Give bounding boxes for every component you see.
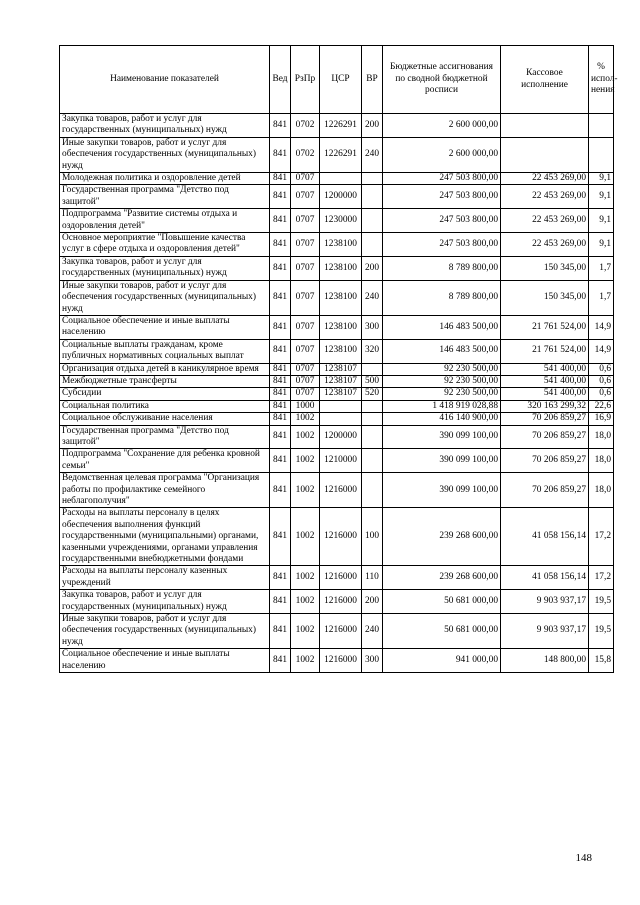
cell-rzpr: 1002 bbox=[291, 425, 320, 449]
cell-budget: 1 418 919 028,88 bbox=[383, 400, 501, 412]
cell-rzpr: 0707 bbox=[291, 209, 320, 233]
cell-name: Субсидии bbox=[60, 388, 270, 400]
cell-csr: 1216000 bbox=[320, 590, 362, 614]
cell-csr: 1216000 bbox=[320, 649, 362, 673]
page-number: 148 bbox=[575, 852, 592, 864]
cell-name: Закупка товаров, работ и услуг для государственных (муниципальных) нужд bbox=[60, 256, 270, 280]
cell-rzpr: 0707 bbox=[291, 233, 320, 257]
cell-budget: 2 600 000,00 bbox=[383, 114, 501, 138]
cell-name: Подпрограмма "Развитие системы отдыха и оздоровления детей" bbox=[60, 209, 270, 233]
cell-csr: 1238107 bbox=[320, 375, 362, 387]
cell-ved: 841 bbox=[270, 256, 291, 280]
cell-ved: 841 bbox=[270, 363, 291, 375]
cell-csr: 1238100 bbox=[320, 315, 362, 339]
table-row bbox=[60, 173, 614, 185]
cell-cash: 41 058 156,14 bbox=[501, 566, 589, 590]
cell-pct: 1,7 bbox=[589, 280, 614, 315]
cell-budget: 239 268 600,00 bbox=[383, 508, 501, 566]
cell-pct: 16,9 bbox=[589, 413, 614, 425]
cell-budget: 239 268 600,00 bbox=[383, 566, 501, 590]
cell-pct: 17,2 bbox=[589, 566, 614, 590]
cell-budget: 146 483 500,00 bbox=[383, 339, 501, 363]
cell-vr: 200 bbox=[362, 256, 383, 280]
cell-name: Государственная программа "Детство под защитой" bbox=[60, 185, 270, 209]
cell-vr bbox=[362, 233, 383, 257]
cell-ved: 841 bbox=[270, 315, 291, 339]
cell-ved: 841 bbox=[270, 508, 291, 566]
table-row bbox=[60, 233, 614, 257]
table-row bbox=[60, 473, 614, 508]
cell-vr: 520 bbox=[362, 388, 383, 400]
budget-table bbox=[59, 45, 618, 673]
cell-cash bbox=[501, 114, 589, 138]
cell-cash: 541 400,00 bbox=[501, 388, 589, 400]
cell-rzpr: 1002 bbox=[291, 614, 320, 649]
table-row bbox=[60, 185, 614, 209]
cell-csr: 1210000 bbox=[320, 449, 362, 473]
table-row bbox=[60, 209, 614, 233]
cell-pct: 9,1 bbox=[589, 173, 614, 185]
cell-vr bbox=[362, 473, 383, 508]
cell-budget: 247 503 800,00 bbox=[383, 185, 501, 209]
cell-pct: 0,6 bbox=[589, 388, 614, 400]
cell-ved: 841 bbox=[270, 449, 291, 473]
cell-ved: 841 bbox=[270, 413, 291, 425]
cell-budget: 247 503 800,00 bbox=[383, 233, 501, 257]
header-budget: Бюджетные ассигнования по сводной бюджетной росписи bbox=[383, 46, 501, 114]
table-row bbox=[60, 363, 614, 375]
cell-rzpr: 1002 bbox=[291, 590, 320, 614]
cell-ved: 841 bbox=[270, 209, 291, 233]
cell-ved: 841 bbox=[270, 280, 291, 315]
cell-ved: 841 bbox=[270, 185, 291, 209]
cell-name: Иные закупки товаров, работ и услуг для обеспечения государственных (муниципальных) нужд bbox=[60, 614, 270, 649]
cell-csr: 1226291 bbox=[320, 114, 362, 138]
cell-ved: 841 bbox=[270, 233, 291, 257]
cell-name: Основное мероприятие "Повышение качества услуг в сфере отдыха и оздоровления детей" bbox=[60, 233, 270, 257]
cell-budget: 92 230 500,00 bbox=[383, 388, 501, 400]
header-cash: Кассовое исполнение bbox=[501, 46, 589, 114]
cell-ved: 841 bbox=[270, 114, 291, 138]
cell-csr: 1216000 bbox=[320, 614, 362, 649]
cell-ved: 841 bbox=[270, 137, 291, 172]
cell-cash: 21 761 524,00 bbox=[501, 315, 589, 339]
cell-cash: 22 453 269,00 bbox=[501, 233, 589, 257]
cell-ved: 841 bbox=[270, 425, 291, 449]
cell-vr bbox=[362, 209, 383, 233]
cell-name: Межбюджетные трансферты bbox=[60, 375, 270, 387]
cell-name: Социальное обеспечение и иные выплаты населению bbox=[60, 315, 270, 339]
table-row bbox=[60, 566, 614, 590]
cell-pct: 0,6 bbox=[589, 363, 614, 375]
cell-csr: 1238100 bbox=[320, 256, 362, 280]
header-rzpr: РзПр bbox=[291, 46, 320, 114]
cell-csr: 1230000 bbox=[320, 209, 362, 233]
cell-csr: 1238100 bbox=[320, 233, 362, 257]
cell-rzpr: 0707 bbox=[291, 339, 320, 363]
cell-csr: 1216000 bbox=[320, 508, 362, 566]
cell-budget: 8 789 800,00 bbox=[383, 280, 501, 315]
table-row bbox=[60, 315, 614, 339]
cell-rzpr: 0707 bbox=[291, 256, 320, 280]
table-row bbox=[60, 649, 614, 673]
cell-budget: 92 230 500,00 bbox=[383, 363, 501, 375]
cell-vr bbox=[362, 449, 383, 473]
cell-vr: 320 bbox=[362, 339, 383, 363]
cell-rzpr: 1002 bbox=[291, 473, 320, 508]
cell-pct: 19,5 bbox=[589, 614, 614, 649]
cell-cash: 70 206 859,27 bbox=[501, 449, 589, 473]
cell-rzpr: 1002 bbox=[291, 508, 320, 566]
cell-rzpr: 1000 bbox=[291, 400, 320, 412]
cell-rzpr: 1002 bbox=[291, 449, 320, 473]
cell-name: Иные закупки товаров, работ и услуг для обеспечения государственных (муниципальных) нужд bbox=[60, 137, 270, 172]
cell-budget: 92 230 500,00 bbox=[383, 375, 501, 387]
cell-rzpr: 1002 bbox=[291, 413, 320, 425]
table-row bbox=[60, 413, 614, 425]
cell-cash: 320 163 299,32 bbox=[501, 400, 589, 412]
cell-ved: 841 bbox=[270, 400, 291, 412]
cell-csr bbox=[320, 400, 362, 412]
cell-name: Государственная программа "Детство под защитой" bbox=[60, 425, 270, 449]
cell-rzpr: 0707 bbox=[291, 388, 320, 400]
table-row bbox=[60, 375, 614, 387]
cell-csr: 1226291 bbox=[320, 137, 362, 172]
cell-cash: 150 345,00 bbox=[501, 280, 589, 315]
cell-cash: 9 903 937,17 bbox=[501, 590, 589, 614]
table-row bbox=[60, 137, 614, 172]
table-row bbox=[60, 614, 614, 649]
cell-vr bbox=[362, 363, 383, 375]
cell-cash: 41 058 156,14 bbox=[501, 508, 589, 566]
cell-cash: 541 400,00 bbox=[501, 363, 589, 375]
cell-csr: 1216000 bbox=[320, 566, 362, 590]
cell-budget: 941 000,00 bbox=[383, 649, 501, 673]
cell-ved: 841 bbox=[270, 590, 291, 614]
cell-rzpr: 0702 bbox=[291, 137, 320, 172]
cell-pct: 9,1 bbox=[589, 185, 614, 209]
cell-ved: 841 bbox=[270, 566, 291, 590]
cell-ved: 841 bbox=[270, 649, 291, 673]
cell-ved: 841 bbox=[270, 339, 291, 363]
header-ved: Вед bbox=[270, 46, 291, 114]
cell-csr: 1200000 bbox=[320, 425, 362, 449]
cell-vr: 200 bbox=[362, 114, 383, 138]
cell-ved: 841 bbox=[270, 388, 291, 400]
table-row bbox=[60, 425, 614, 449]
table-row bbox=[60, 388, 614, 400]
header-name: Наименование показателей bbox=[60, 46, 270, 114]
cell-pct: 14,9 bbox=[589, 339, 614, 363]
cell-rzpr: 0707 bbox=[291, 185, 320, 209]
cell-vr: 110 bbox=[362, 566, 383, 590]
cell-name: Социальная политика bbox=[60, 400, 270, 412]
cell-csr: 1238100 bbox=[320, 339, 362, 363]
cell-budget: 247 503 800,00 bbox=[383, 209, 501, 233]
cell-vr bbox=[362, 400, 383, 412]
cell-budget: 146 483 500,00 bbox=[383, 315, 501, 339]
cell-cash: 148 800,00 bbox=[501, 649, 589, 673]
cell-vr: 200 bbox=[362, 590, 383, 614]
cell-cash: 70 206 859,27 bbox=[501, 473, 589, 508]
cell-rzpr: 1002 bbox=[291, 649, 320, 673]
cell-vr: 500 bbox=[362, 375, 383, 387]
cell-pct: 0,6 bbox=[589, 375, 614, 387]
cell-cash: 22 453 269,00 bbox=[501, 173, 589, 185]
table-row bbox=[60, 590, 614, 614]
cell-vr bbox=[362, 425, 383, 449]
cell-cash: 150 345,00 bbox=[501, 256, 589, 280]
cell-pct: 17,2 bbox=[589, 508, 614, 566]
cell-cash: 9 903 937,17 bbox=[501, 614, 589, 649]
cell-csr: 1200000 bbox=[320, 185, 362, 209]
cell-rzpr: 0702 bbox=[291, 114, 320, 138]
cell-pct: 22,6 bbox=[589, 400, 614, 412]
cell-pct bbox=[589, 137, 614, 172]
cell-name: Социальные выплаты гражданам, кроме публичных нормативных социальных выплат bbox=[60, 339, 270, 363]
cell-vr: 300 bbox=[362, 649, 383, 673]
cell-name: Подпрограмма "Сохранение для ребенка кровной семьи" bbox=[60, 449, 270, 473]
table-row bbox=[60, 400, 614, 412]
cell-pct: 18,0 bbox=[589, 425, 614, 449]
cell-rzpr: 0707 bbox=[291, 315, 320, 339]
cell-vr: 240 bbox=[362, 280, 383, 315]
cell-budget: 50 681 000,00 bbox=[383, 614, 501, 649]
cell-name: Закупка товаров, работ и услуг для государственных (муниципальных) нужд bbox=[60, 114, 270, 138]
cell-pct: 18,0 bbox=[589, 449, 614, 473]
cell-ved: 841 bbox=[270, 614, 291, 649]
cell-rzpr: 0707 bbox=[291, 375, 320, 387]
cell-budget: 247 503 800,00 bbox=[383, 173, 501, 185]
table-row bbox=[60, 339, 614, 363]
cell-pct: 18,0 bbox=[589, 473, 614, 508]
cell-csr: 1216000 bbox=[320, 473, 362, 508]
cell-name: Расходы на выплаты персоналу казенных учреждений bbox=[60, 566, 270, 590]
cell-budget: 390 099 100,00 bbox=[383, 425, 501, 449]
cell-cash: 22 453 269,00 bbox=[501, 185, 589, 209]
header-pct: % испол- нения bbox=[589, 46, 614, 114]
cell-cash: 21 761 524,00 bbox=[501, 339, 589, 363]
cell-vr: 240 bbox=[362, 614, 383, 649]
cell-vr bbox=[362, 173, 383, 185]
cell-rzpr: 1002 bbox=[291, 566, 320, 590]
cell-cash: 70 206 859,27 bbox=[501, 413, 589, 425]
cell-rzpr: 0707 bbox=[291, 173, 320, 185]
cell-name: Закупка товаров, работ и услуг для государственных (муниципальных) нужд bbox=[60, 590, 270, 614]
header-csr: ЦСР bbox=[320, 46, 362, 114]
table-row bbox=[60, 114, 614, 138]
cell-ved: 841 bbox=[270, 173, 291, 185]
cell-budget: 416 140 900,00 bbox=[383, 413, 501, 425]
cell-vr: 300 bbox=[362, 315, 383, 339]
cell-budget: 2 600 000,00 bbox=[383, 137, 501, 172]
cell-name: Социальное обслуживание населения bbox=[60, 413, 270, 425]
cell-budget: 390 099 100,00 bbox=[383, 449, 501, 473]
table-row bbox=[60, 449, 614, 473]
cell-csr bbox=[320, 173, 362, 185]
cell-csr: 1238107 bbox=[320, 363, 362, 375]
cell-pct bbox=[589, 114, 614, 138]
cell-pct: 9,1 bbox=[589, 233, 614, 257]
cell-pct: 14,9 bbox=[589, 315, 614, 339]
cell-csr bbox=[320, 413, 362, 425]
cell-name: Молодежная политика и оздоровление детей bbox=[60, 173, 270, 185]
table-body bbox=[60, 114, 614, 673]
cell-vr bbox=[362, 185, 383, 209]
cell-rzpr: 0707 bbox=[291, 363, 320, 375]
table-row bbox=[60, 280, 614, 315]
table-row bbox=[60, 508, 614, 566]
cell-pct: 9,1 bbox=[589, 209, 614, 233]
cell-ved: 841 bbox=[270, 473, 291, 508]
cell-name: Социальное обеспечение и иные выплаты населению bbox=[60, 649, 270, 673]
cell-budget: 8 789 800,00 bbox=[383, 256, 501, 280]
cell-cash: 541 400,00 bbox=[501, 375, 589, 387]
cell-vr: 240 bbox=[362, 137, 383, 172]
cell-csr: 1238107 bbox=[320, 388, 362, 400]
cell-cash: 22 453 269,00 bbox=[501, 209, 589, 233]
cell-vr: 100 bbox=[362, 508, 383, 566]
cell-name: Иные закупки товаров, работ и услуг для обеспечения государственных (муниципальных) нужд bbox=[60, 280, 270, 315]
cell-rzpr: 0707 bbox=[291, 280, 320, 315]
cell-name: Расходы на выплаты персоналу в целях обеспечения выполнения функций государственными (муниципальными) органами, казенными учреждениями, органами управления государственными внебюджетными фондами bbox=[60, 508, 270, 566]
cell-budget: 390 099 100,00 bbox=[383, 473, 501, 508]
cell-name: Ведомственная целевая программа "Организация работы по профилактике семейного неблагополучия" bbox=[60, 473, 270, 508]
table-row bbox=[60, 256, 614, 280]
table-header-row bbox=[60, 46, 614, 114]
cell-cash: 70 206 859,27 bbox=[501, 425, 589, 449]
cell-csr: 1238100 bbox=[320, 280, 362, 315]
header-vr: ВР bbox=[362, 46, 383, 114]
cell-budget: 50 681 000,00 bbox=[383, 590, 501, 614]
cell-ved: 841 bbox=[270, 375, 291, 387]
cell-vr bbox=[362, 413, 383, 425]
cell-pct: 1,7 bbox=[589, 256, 614, 280]
cell-name: Организация отдыха детей в каникулярное время bbox=[60, 363, 270, 375]
cell-pct: 15,8 bbox=[589, 649, 614, 673]
cell-cash bbox=[501, 137, 589, 172]
cell-pct: 19,5 bbox=[589, 590, 614, 614]
